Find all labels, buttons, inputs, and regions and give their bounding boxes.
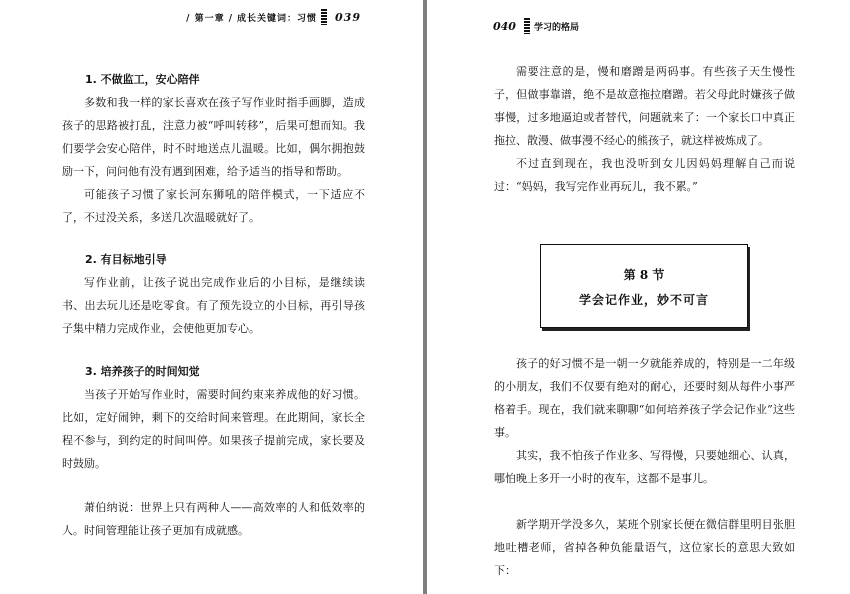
chapter-title: 成长关键词：习惯 (237, 13, 318, 24)
right-page-header (493, 18, 579, 34)
header-bar-icon (321, 9, 327, 25)
right-page-number: 040 (493, 19, 516, 33)
section-number: 第 8 节 (623, 268, 665, 282)
paragraph: 多数和我一样的家长喜欢在孩子写作业时指手画脚，造成孩子的思路被打乱，注意力被“呼叫转移”，后果可想而知。我们要学会安心陪伴，时不时地送点儿温暖。比如，偶尔拥抱鼓励一下，问问他有没有遇到困难，给予适当的指导和帮助。 (62, 96, 365, 178)
paragraph: 可能孩子习惯了家长河东狮吼的陪伴模式，一下适应不了，不过没关系，多送几次温暖就好了。 (62, 188, 365, 224)
section-heading-2: 2. 有目标地引导 (85, 253, 167, 266)
section-heading-1: 1. 不做监工，安心陪伴 (85, 73, 200, 86)
paragraph: 孩子的好习惯不是一朝一夕就能养成的，特别是一二年级的小朋友，我们不仅要有绝对的耐心，还要时刻从每件小事严格着手。现在，我们就来聊聊“如何培养孩子学会记作业”这些事。 (494, 357, 795, 439)
header-bar-icon (524, 18, 530, 34)
paragraph: 写作业前，让孩子说出完成作业后的小目标，是继续读书、出去玩儿还是吃零食。有了预先设立的小目标，再引导孩子集中精力完成作业，会使他更加专心。 (62, 276, 365, 335)
left-page (0, 0, 423, 594)
book-title: 学习的格局 (533, 22, 579, 33)
right-page (427, 0, 850, 594)
section-title: 学会记作业，妙不可言 (578, 293, 709, 307)
paragraph: 新学期开学没多久，某班个别家长便在微信群里明目张胆地吐槽老师，省掉各种负能量语气，这位家长的意思大致如下： (494, 518, 795, 577)
left-page-header (186, 9, 361, 25)
chapter-label: / 第一章 / (186, 13, 234, 24)
section-title-box (540, 244, 748, 328)
section-heading-3: 3. 培养孩子的时间知觉 (85, 365, 200, 378)
paragraph: 需要注意的是，慢和磨蹭是两码事。有些孩子天生慢性子，但做事靠谱，绝不是故意拖拉磨蹭。若父母此时嫌孩子做事慢，过多地逼迫或者替代，问题就来了：一个家长口中真正拖拉、散漫、做事漫不经心的熊孩子，就这样被炼成了。 (494, 65, 795, 147)
quote-paragraph: 萧伯纳说：世界上只有两种人——高效率的人和低效率的人。时间管理能让孩子更加有成就感。 (62, 501, 365, 537)
paragraph: 当孩子开始写作业时，需要时间约束来养成他的好习惯。比如，定好闹钟，剩下的交给时间来管理。在此期间，家长全程不参与，到约定的时间叫停。如果孩子提前完成，家长要及时鼓励。 (62, 388, 365, 470)
paragraph: 其实，我不怕孩子作业多、写得慢，只要她细心、认真，哪怕晚上多开一小时的夜车，这都不是事儿。 (494, 449, 795, 485)
left-page-number: 039 (335, 10, 361, 24)
paragraph: 不过直到现在，我也没听到女儿因妈妈理解自己而说过：“妈妈，我写完作业再玩儿，我不累。” (494, 157, 795, 193)
